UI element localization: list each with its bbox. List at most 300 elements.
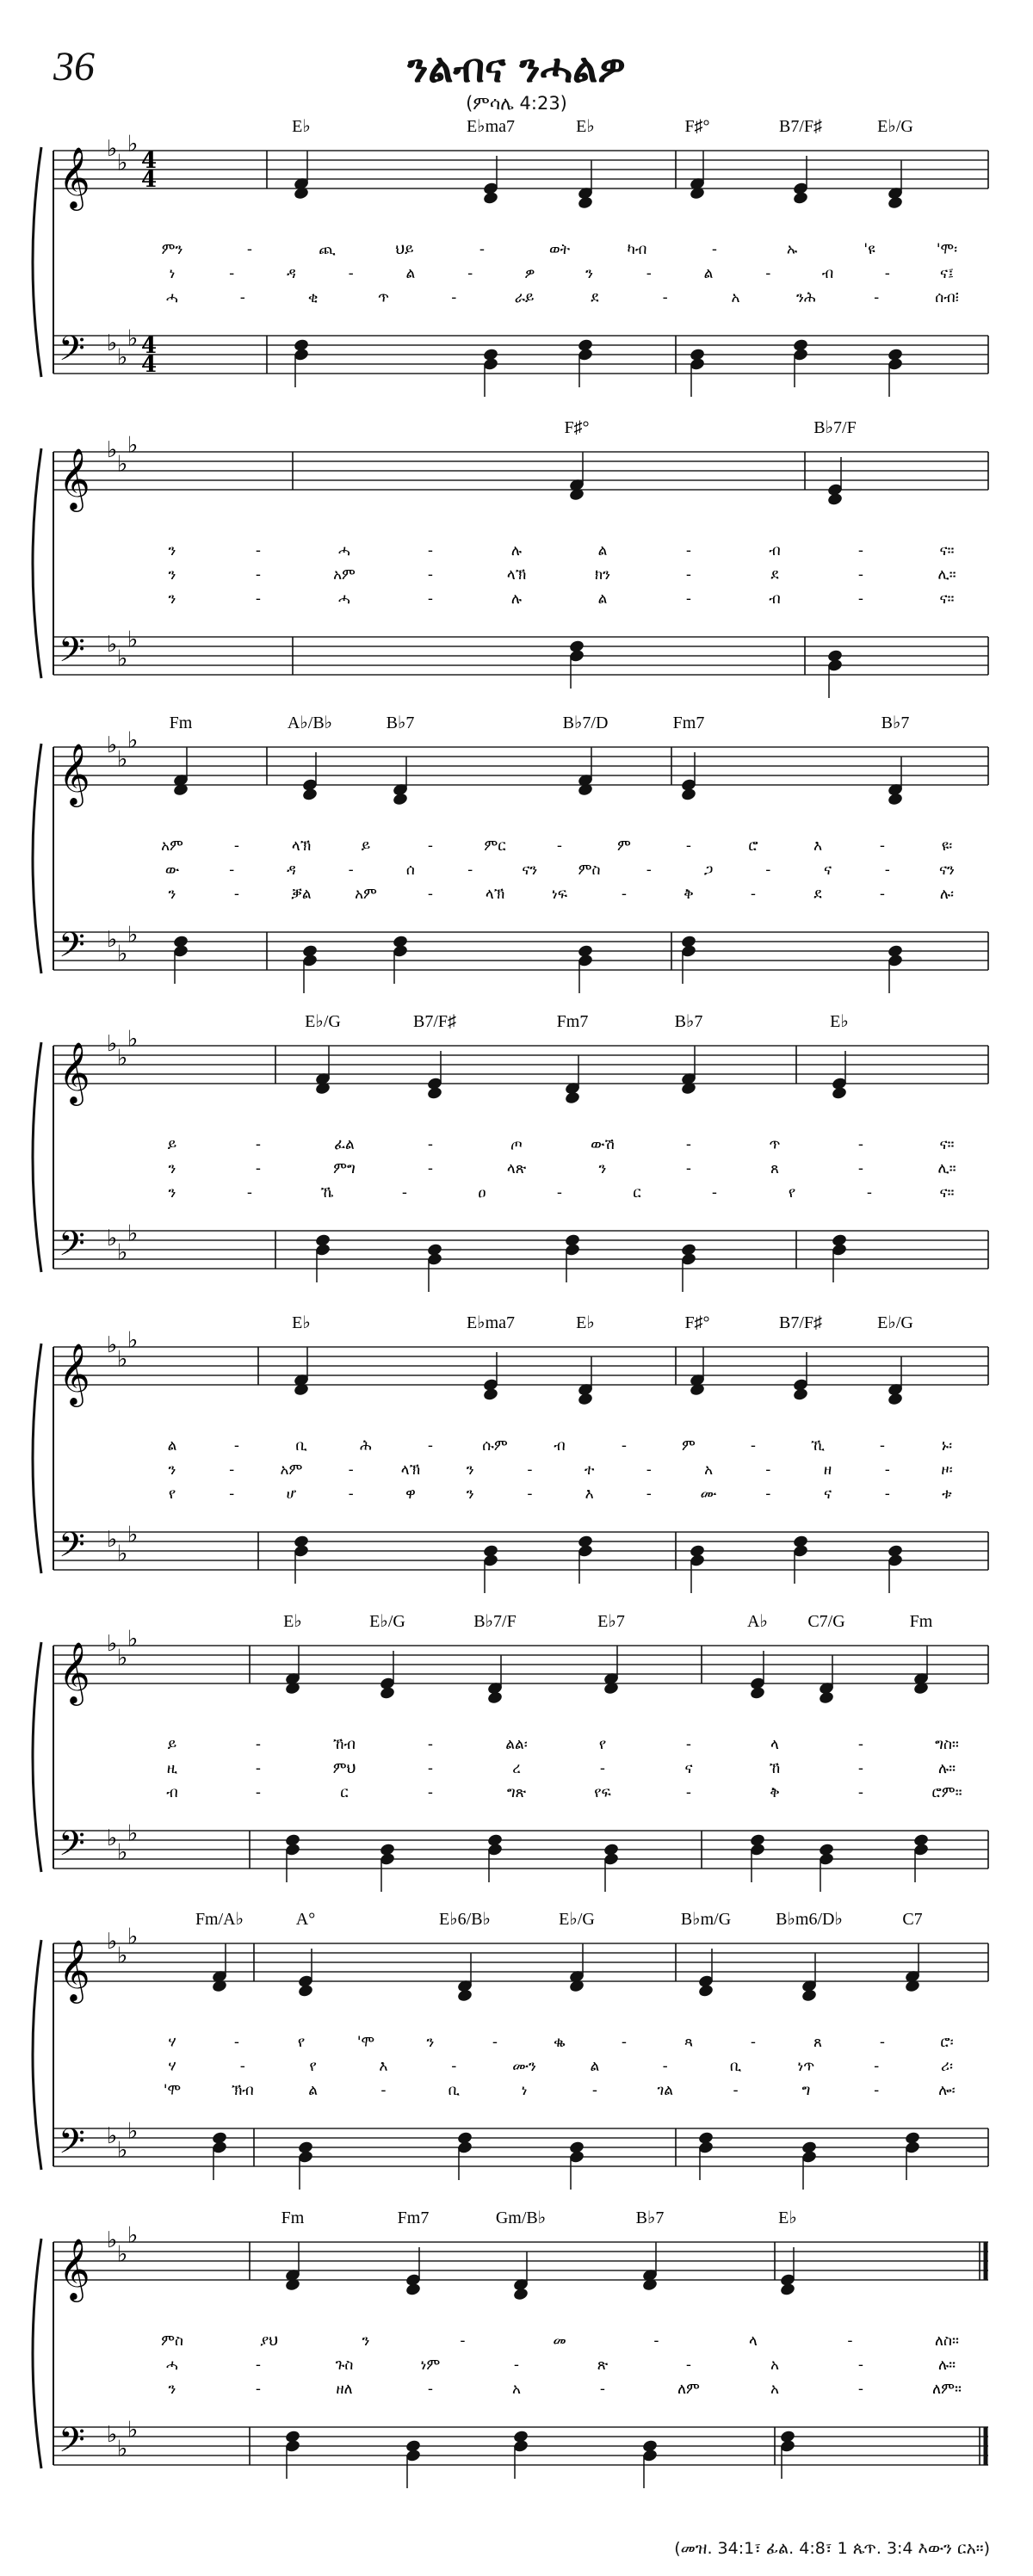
lyric-syllable: ራይ [514, 289, 535, 306]
lyric-syllable: ምስ [161, 2332, 183, 2350]
key-signature-flat: ♭ [127, 1220, 139, 1247]
lyric-syllable: አም [355, 886, 377, 903]
lyric-syllable: ቅ [770, 1784, 780, 1801]
lyric-syllable: ን [466, 1461, 474, 1479]
lyric-syllable: ሉ። [937, 1760, 956, 1777]
lyric-syllable: ላኽ [400, 1461, 421, 1479]
lyric-syllable: ና [824, 862, 832, 879]
lyric-syllable: ዩ፡ [941, 837, 953, 855]
lyric-hyphen: - [879, 886, 886, 903]
lyric-syllable: ዳ [287, 265, 296, 282]
lyric-syllable: ላጽ [506, 1160, 527, 1177]
lyric-syllable: ለስ። [935, 2332, 959, 2350]
treble-clef: 𝄞 [59, 742, 90, 805]
scripture-reference: (ምሳሌ 4:23) [466, 93, 567, 114]
lyric-syllable: ን [598, 1160, 607, 1177]
lyric-hyphen: - [348, 1461, 354, 1479]
lyric-syllable: ሱም [482, 1437, 508, 1455]
lyric-hyphen: - [229, 1486, 235, 1503]
lyric-hyphen: - [685, 542, 692, 559]
lyric-hyphen: - [879, 1437, 886, 1455]
lyric-syllable: ር [340, 1784, 349, 1801]
chord-symbol: A♭/B♭ [287, 713, 333, 732]
lyric-syllable: ን [426, 2034, 435, 2051]
lyric-syllable: ሊ። [937, 566, 956, 584]
key-signature-flat: ♭ [127, 627, 139, 653]
system-brace [33, 147, 41, 377]
key-signature-flat: ♭ [117, 2137, 128, 2164]
lyric-syllable: ቢ [729, 2058, 742, 2075]
lyric-syllable: ይ [167, 1136, 177, 1153]
lyric-hyphen: - [879, 837, 886, 855]
key-signature-flat: ♭ [117, 941, 128, 967]
key-signature-flat: ♭ [117, 344, 128, 371]
bass-clef: 𝄢 [59, 1224, 85, 1272]
lyric-syllable: ብ [166, 1784, 178, 1801]
lyric-hyphen: - [874, 2058, 880, 2075]
lyric-hyphen: - [884, 1486, 890, 1503]
lyric-syllable: ላ [770, 1736, 779, 1753]
lyric-syllable: ጋ [703, 862, 714, 879]
key-signature-flat: ♭ [127, 2118, 139, 2145]
key-signature-flat: ♭ [117, 1045, 128, 1072]
lyric-syllable: የ [297, 2034, 306, 2051]
lyric-syllable: ኡ [786, 241, 798, 258]
lyric-hyphen: - [879, 2034, 886, 2051]
lyric-syllable: ቅ [684, 886, 694, 903]
chord-symbol: E♭/G [305, 1012, 341, 1031]
lyric-syllable: ል [597, 542, 608, 559]
lyric-hyphen: - [556, 837, 563, 855]
lyric-hyphen: - [556, 1184, 563, 1202]
lyric-syllable: 'ሞ፡ [936, 241, 958, 258]
system-brace [33, 2239, 41, 2468]
chord-symbol: B♭7 [635, 2208, 665, 2227]
lyric-syllable: ሉ፡ [939, 886, 955, 903]
lyric-syllable: ሓ [338, 590, 350, 608]
lyric-syllable: ዘለ [336, 2381, 353, 2398]
lyric-syllable: ዘ [823, 1461, 832, 1479]
chord-symbol: B♭m/G [680, 1910, 732, 1929]
key-signature-flat: ♭ [107, 2123, 118, 2149]
lyric-hyphen: - [427, 2381, 434, 2398]
key-signature-flat: ♭ [127, 2417, 139, 2443]
treble-clef: 𝄞 [59, 1342, 90, 1405]
lyric-syllable: ጉስ [335, 2357, 354, 2374]
lyric-hyphen: - [479, 241, 486, 258]
lyric-syllable: ጸ [770, 1160, 779, 1177]
lyric-syllable: ኑ፡ [941, 1437, 953, 1455]
lyric-syllable: ብ [769, 590, 781, 608]
chord-symbol: E♭ma7 [466, 1313, 516, 1332]
lyric-hyphen: - [527, 1486, 533, 1503]
lyric-hyphen: - [427, 1784, 434, 1801]
lyric-hyphen: - [513, 2357, 520, 2374]
lyric-syllable: ውሽ [591, 1136, 615, 1153]
lyric-syllable: ና። [939, 542, 955, 559]
lyric-syllable: ልል፡ [505, 1736, 528, 1753]
lyric-syllable: አ [731, 289, 740, 306]
chord-symbol: C7/G [807, 1612, 845, 1631]
chord-symbol: B♭7/F [473, 1612, 516, 1631]
lyric-hyphen: - [348, 265, 354, 282]
chord-symbol: B♭m6/D♭ [776, 1910, 843, 1929]
lyric-syllable: ኸ [769, 1760, 781, 1777]
lyric-hyphen: - [874, 2082, 880, 2099]
lyric-hyphen: - [685, 590, 692, 608]
chord-symbol: C7 [902, 1910, 923, 1929]
lyric-syllable: ን [168, 886, 176, 903]
key-signature-flat: ♭ [107, 1527, 118, 1553]
chord-symbol: E♭/G [369, 1612, 405, 1631]
lyric-syllable: ረ [512, 1760, 521, 1777]
key-signature-flat: ♭ [117, 1645, 128, 1671]
chord-symbol: Fm7 [397, 2208, 430, 2227]
lyric-syllable: ዞ፡ [941, 1461, 953, 1479]
lyric-hyphen: - [653, 2332, 659, 2350]
chord-symbol: E♭ [283, 1612, 302, 1631]
chord-symbol: A♭ [747, 1612, 768, 1631]
lyric-hyphen: - [857, 1784, 864, 1801]
system-5 [33, 1313, 988, 1593]
lyric-hyphen: - [711, 1184, 718, 1202]
lyric-syllable: ናን [939, 862, 955, 879]
lyric-syllable: ግስ። [935, 1736, 959, 1753]
lyric-syllable: ምን [161, 241, 183, 258]
lyric-syllable: አ [770, 2381, 779, 2398]
lyric-syllable: ላኽ [291, 837, 312, 855]
bass-clef: 𝄢 [59, 329, 85, 377]
lyric-hyphen: - [765, 1486, 771, 1503]
lyric-hyphen: - [451, 2058, 457, 2075]
chord-symbol: F♯° [684, 117, 710, 136]
chord-symbol: B♭7/F [813, 418, 857, 437]
lyric-syllable: ምግ [333, 1160, 356, 1177]
lyric-syllable: ላ [749, 2332, 758, 2350]
key-signature-flat: ♭ [127, 1626, 139, 1652]
chord-symbol: Gm/B♭ [495, 2208, 547, 2227]
bass-clef: 𝄢 [59, 1824, 85, 1872]
lyric-syllable: ሓ [166, 289, 178, 306]
chord-symbol: E♭7 [597, 1612, 625, 1631]
lyric-syllable: ቱ [942, 1486, 952, 1503]
lyric-hyphen: - [401, 1184, 408, 1202]
key-signature-flat: ♭ [107, 2227, 118, 2253]
lyric-syllable: ሙ [700, 1486, 717, 1503]
lyric-syllable: ጽ [597, 2357, 609, 2374]
lyric-syllable: ና [684, 1760, 693, 1777]
chord-symbol: E♭ [292, 117, 311, 136]
treble-clef: 𝄞 [59, 1938, 90, 2001]
system-brace [33, 1642, 41, 1872]
lyric-hyphen: - [255, 2381, 262, 2398]
lyric-syllable: አ [704, 1461, 714, 1479]
lyric-hyphen: - [255, 590, 262, 608]
lyric-syllable: ቂ [307, 289, 319, 306]
system-brace [33, 1042, 41, 1272]
lyric-syllable: ጥ [377, 289, 389, 306]
key-signature-flat: ♭ [117, 150, 128, 176]
lyric-syllable: ል [703, 265, 714, 282]
lyric-hyphen: - [621, 1437, 628, 1455]
chord-symbol: E♭ [576, 1313, 595, 1332]
key-signature-flat: ♭ [127, 325, 139, 352]
lyric-syllable: ሊ። [937, 1160, 956, 1177]
chord-symbol: Fm [169, 713, 193, 732]
lyric-hyphen: - [427, 886, 434, 903]
lyric-hyphen: - [229, 1461, 235, 1479]
chord-symbol: E♭/G [877, 1313, 913, 1332]
system-7 [33, 1910, 988, 2190]
lyric-syllable: ክን [594, 566, 611, 584]
lyric-syllable: ኸብ [332, 1736, 356, 1753]
lyric-hyphen: - [857, 2381, 864, 2398]
lyric-hyphen: - [857, 2357, 864, 2374]
bass-clef: 𝄢 [59, 1525, 85, 1573]
lyric-syllable: ጪ [319, 241, 336, 258]
lyric-hyphen: - [427, 837, 434, 855]
lyric-hyphen: - [255, 566, 262, 584]
lyric-syllable: ን [168, 1184, 176, 1202]
lyric-syllable: ሕ [360, 1437, 372, 1455]
lyric-syllable: ለም። [932, 2381, 962, 2398]
key-signature-flat: ♭ [127, 1924, 139, 1950]
lyric-syllable: ን [466, 1486, 474, 1503]
lyric-hyphen: - [857, 1136, 864, 1153]
lyric-syllable: ዳ [287, 862, 296, 879]
lyric-hyphen: - [255, 1784, 262, 1801]
lyric-syllable: ተ [584, 1461, 595, 1479]
lyric-hyphen: - [857, 566, 864, 584]
lyric-syllable: ሰብ፧ [935, 289, 959, 306]
lyric-hyphen: - [685, 566, 692, 584]
key-signature-flat: ♭ [107, 1332, 118, 1358]
lyric-syllable: ን [168, 542, 176, 559]
key-signature-flat: ♭ [127, 1026, 139, 1053]
lyric-hyphen: - [646, 265, 652, 282]
lyric-hyphen: - [239, 2058, 245, 2075]
lyric-syllable: እ [379, 2058, 388, 2075]
key-signature-flat: ♭ [117, 1541, 128, 1567]
chord-symbol: B♭7/D [562, 713, 609, 732]
lyric-syllable: ሉ [510, 590, 523, 608]
lyric-syllable: ም [682, 1437, 696, 1455]
key-signature-flat: ♭ [107, 1226, 118, 1251]
lyric-syllable: ና። [939, 1184, 955, 1202]
key-signature-flat: ♭ [127, 432, 139, 459]
lyric-hyphen: - [229, 862, 235, 879]
lyric-syllable: ሉ። [937, 2357, 956, 2374]
lyric-syllable: ንሕ [795, 289, 816, 306]
lyric-syllable: ላኽ [485, 886, 505, 903]
lyric-hyphen: - [233, 886, 240, 903]
lyric-hyphen: - [233, 1437, 240, 1455]
lyric-hyphen: - [599, 2381, 606, 2398]
key-signature-flat: ♭ [117, 746, 128, 773]
chord-symbol: E♭ [292, 1313, 311, 1332]
lyric-syllable: ምር [484, 837, 506, 855]
lyric-hyphen: - [866, 1184, 873, 1202]
lyric-hyphen: - [527, 1461, 533, 1479]
lyric-syllable: ሃ [168, 2058, 176, 2075]
lyric-syllable: ን [362, 2332, 370, 2350]
lyric-syllable: ል [405, 265, 416, 282]
key-signature-flat: ♭ [107, 437, 118, 463]
lyric-syllable: ደ [770, 566, 779, 584]
lyric-hyphen: - [427, 590, 434, 608]
key-signature-flat: ♭ [127, 2222, 139, 2249]
lyric-syllable: አም [333, 566, 356, 584]
lyric-syllable: ኽብ [231, 2082, 254, 2099]
key-signature-flat: ♭ [107, 1825, 118, 1851]
key-signature-flat: ♭ [127, 1522, 139, 1548]
lyric-hyphen: - [765, 265, 771, 282]
lyric-hyphen: - [857, 542, 864, 559]
lyric-syllable: ናን [522, 862, 538, 879]
lyric-hyphen: - [591, 2082, 597, 2099]
lyric-hyphen: - [233, 2034, 240, 2051]
lyric-syllable: ሰ [405, 862, 415, 879]
lyric-syllable: ኼ [320, 1184, 334, 1202]
lyric-syllable: አም [280, 1461, 303, 1479]
lyric-syllable: ው [164, 862, 180, 879]
lyric-hyphen: - [884, 1461, 890, 1479]
lyric-hyphen: - [255, 1760, 262, 1777]
lyric-hyphen: - [765, 862, 771, 879]
time-signature-bottom: 4 [141, 352, 158, 378]
lyric-hyphen: - [467, 265, 473, 282]
lyric-syllable: ን [168, 1461, 176, 1479]
chord-symbol: B7/F♯ [778, 1313, 823, 1332]
lyric-syllable: ሉ [510, 542, 523, 559]
lyric-syllable: ምስ [578, 862, 601, 879]
lyric-syllable: ደ [591, 289, 599, 306]
system-4 [33, 1012, 988, 1292]
lyric-syllable: ል [167, 1437, 177, 1455]
lyric-syllable: ሓ [338, 542, 350, 559]
chord-symbol: B♭7 [674, 1012, 703, 1031]
lyric-hyphen: - [460, 2332, 466, 2350]
lyric-syllable: የ [788, 1184, 796, 1202]
lyric-syllable: አ [770, 2357, 779, 2374]
lyric-hyphen: - [857, 590, 864, 608]
key-signature-flat: ♭ [107, 136, 118, 162]
chord-symbol: B7/F♯ [778, 117, 823, 136]
lyric-hyphen: - [255, 1136, 262, 1153]
key-signature-flat: ♭ [117, 646, 128, 672]
footer-references: (መዝ. 34:1፣ ፊል. 4:8፣ 1 ጴጥ. 3:4 እውን ርአ።) [674, 2539, 990, 2558]
lyric-hyphen: - [427, 1160, 434, 1177]
lyric-syllable: ም [617, 837, 631, 855]
lyric-syllable: ሮ [748, 837, 758, 855]
lyric-syllable: ል [590, 2058, 600, 2075]
chord-symbol: A° [295, 1910, 316, 1929]
lyric-syllable: አ [512, 2381, 521, 2398]
key-signature-flat: ♭ [107, 1631, 118, 1657]
lyric-syllable: ነ [169, 265, 176, 282]
lyric-hyphen: - [255, 1736, 262, 1753]
system-brace [33, 1344, 41, 1573]
chord-symbol: B♭7 [386, 713, 415, 732]
lyric-hyphen: - [646, 862, 652, 879]
lyric-hyphen: - [874, 289, 880, 306]
system-brace [33, 744, 41, 973]
lyric-hyphen: - [255, 542, 262, 559]
system-8 [33, 2208, 988, 2488]
key-signature-flat: ♭ [127, 1327, 139, 1354]
lyric-syllable: ን [168, 2381, 176, 2398]
lyric-hyphen: - [255, 2357, 262, 2374]
lyric-hyphen: - [857, 1160, 864, 1177]
key-signature-flat: ♭ [117, 1346, 128, 1373]
chord-symbol: Fm7 [672, 713, 705, 732]
lyric-hyphen: - [427, 1760, 434, 1777]
lyric-syllable: ዎ [524, 265, 535, 282]
chord-symbol: F♯° [564, 418, 590, 437]
lyric-syllable: ነም [420, 2357, 441, 2374]
treble-clef: 𝄞 [59, 1041, 90, 1103]
system-brace [33, 1940, 41, 2170]
key-signature-flat: ♭ [107, 632, 118, 658]
lyric-syllable: ሮ፡ [940, 2034, 954, 2051]
lyric-syllable: 'ዩ [863, 241, 875, 258]
chord-symbol: E♭ [830, 1012, 849, 1031]
lyric-syllable: ህይ [395, 241, 414, 258]
lyric-hyphen: - [685, 1736, 692, 1753]
key-signature-flat: ♭ [107, 330, 118, 356]
lyric-syllable: ቈ [554, 2034, 566, 2051]
lyric-hyphen: - [239, 289, 245, 306]
lyric-syllable: ፈል [334, 1136, 355, 1153]
chord-symbol: E♭/G [877, 117, 913, 136]
lyric-hyphen: - [685, 1160, 692, 1177]
lyric-syllable: እ [585, 1486, 594, 1503]
lyric-hyphen: - [255, 1160, 262, 1177]
key-signature-flat: ♭ [107, 732, 118, 758]
lyric-syllable: ሓ [166, 2357, 178, 2374]
key-signature-flat: ♭ [107, 2422, 118, 2448]
key-signature-flat: ♭ [117, 451, 128, 478]
page-number: 36 [53, 44, 95, 90]
lyric-hyphen: - [427, 1437, 434, 1455]
lyric-hyphen: - [662, 2058, 668, 2075]
lyric-syllable: ደ [813, 886, 822, 903]
lyric-hyphen: - [229, 265, 235, 282]
lyric-syllable: ግ [801, 2082, 811, 2099]
lyric-syllable: ል [597, 590, 608, 608]
lyric-hyphen: - [380, 2082, 387, 2099]
lyric-hyphen: - [685, 1784, 692, 1801]
lyric-syllable: ቢ [295, 1437, 307, 1455]
bass-clef: 𝄢 [59, 925, 85, 973]
chord-symbol: Fm7 [556, 1012, 589, 1031]
lyric-syllable: የ [309, 2058, 317, 2075]
key-signature-flat: ♭ [127, 131, 139, 158]
lyric-syllable: ዚ [166, 1760, 178, 1777]
lyric-hyphen: - [427, 1136, 434, 1153]
lyric-syllable: ቓል [291, 886, 312, 903]
lyric-syllable: ን [168, 566, 176, 584]
lyric-syllable: ለም [677, 2381, 700, 2398]
lyric-syllable: ና [824, 1486, 832, 1503]
bass-clef: 𝄢 [59, 2420, 85, 2468]
lyric-syllable: ሎ፡ [938, 2082, 956, 2099]
system-1 [33, 117, 988, 397]
lyric-hyphen: - [233, 837, 240, 855]
hymn-title: ንልብና ንሓልዎ [407, 45, 626, 91]
lyric-syllable: ሃ [168, 2034, 176, 2051]
lyric-hyphen: - [750, 886, 757, 903]
